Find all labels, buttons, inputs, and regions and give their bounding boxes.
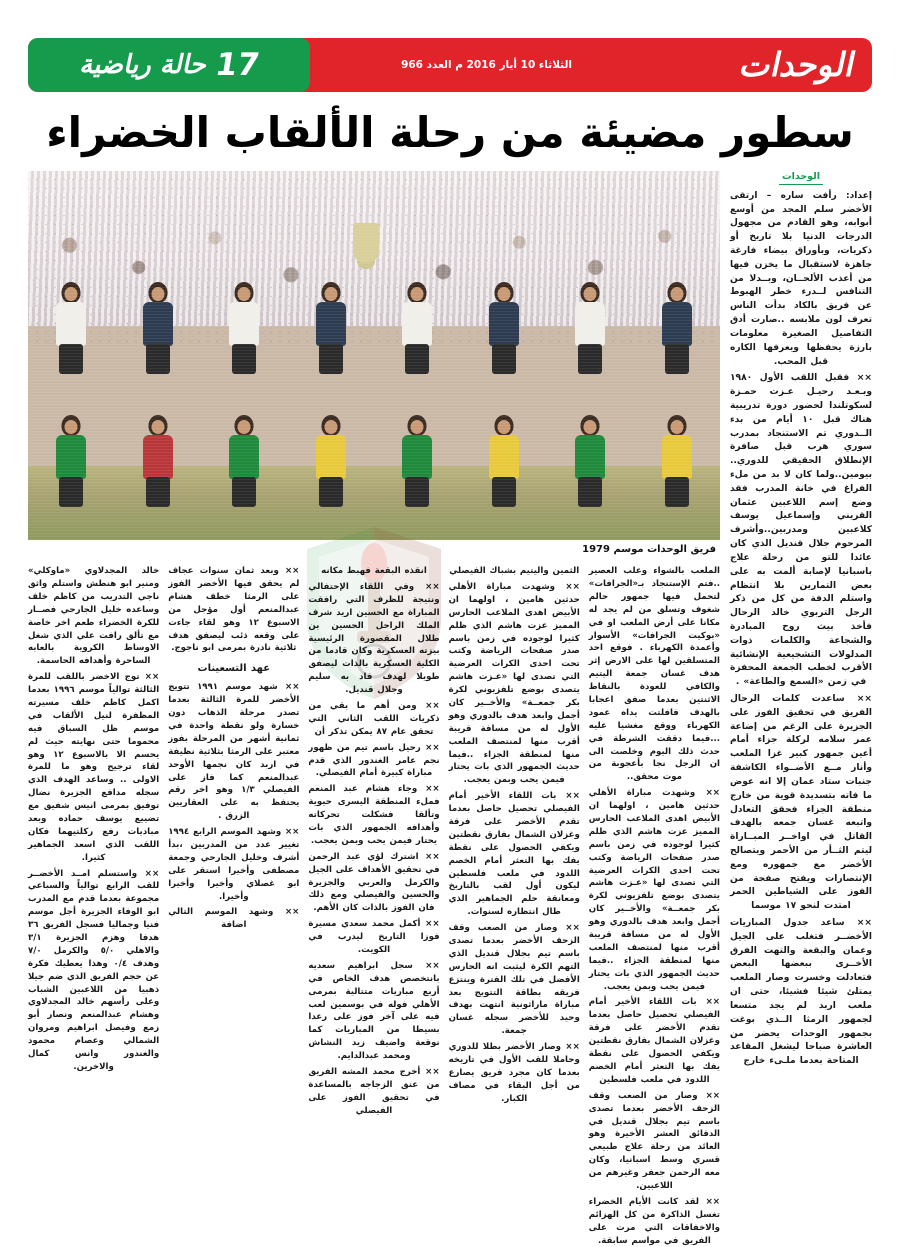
sidebar-kicker: الوحدات	[779, 171, 823, 184]
body-paragraph: ×× لقد كانت الأيام الخضراء تغسل الذاكرة من كل الهزائم والاخفاقات التي مرت على الفريق في مواسم سابقة.	[588, 1196, 720, 1246]
page-content	[27, 171, 872, 1246]
body-paragraph: ×× وصار من الصعب وقف الزحف الأخضر بعدما تصدى باسم تيم بجلال قنديل في الدقائق العشر الأخيرة وهو العائد من رحلة علاج طبيعي قسري وسط اسبانيا، وكان معه الرحمن جعفر وغيرهم من اللاعبين.	[588, 1090, 720, 1191]
body-paragraph: ×× وشهد الموسم الرابع ١٩٩٤ تغيير عدد من المدربين ،بدأ أشرف وخليل الجارحي وجمعة مصطفى وأخيرا استقر على ابو غصلاي وأخيرا وأخيرا وأخيرا.	[168, 827, 300, 902]
body-columns	[27, 565, 720, 1246]
body-paragraph: ×× بات اللقاء الأخير أمام الفيصلي تحصيل حاصل بعدما تقدم الأخضر على فرقة وغزلان الشمال بفارق نقطتين ويكفي الحصول على نقطة يفك بها التعثر أمام الخصم اللدود في ملعب فلسطين	[588, 997, 720, 1085]
sidebar-paragraph: ×× ساعدت كلمات الرحال الفريق في تحقيق الفوز على الجزيرة على الرغم من إضاعة عمر سلامه لركلة جزاء أمام أعين جمهور كبير غزا الملعب وأنار مــع الأضــواء الكاشفة جنبات ستاد عمان إلا انه عوض ما فاته بتسديدة قوية من خارج منطقة الجزاء فحقق التعادل واتبعه غسان جمعه بالهدف القاتل في اواخــر المبــاراة ليتم الثــأر من الأحمر ويتصالح الأخضر مع جمهوره ومع الإنتصارات ويفتح صفحة من الفوز على الشياطين الحمر امتدت لنحو ١٧ موسما	[730, 694, 872, 912]
section-badge	[28, 38, 310, 92]
section-number: 17	[215, 46, 260, 83]
body-paragraph: ×× شهد موسم ١٩٩١ تتويج الأخضر للمرة الثالثة بعدما تصدر مرحلة الذهاب دون خسارة ولو نقطة واحدة في ثمانية أشهر من المرحلة بفوز معتبر على الرمثا بثلاثية نظيفة في اربد كان نجمها الأوحد عبدالمنعم كما فاز على الفيصلي ١/٣ وهو اخر رقم يحتفظ به على العقاريين الزرق .	[168, 682, 300, 822]
team-photo	[28, 171, 720, 540]
body-paragraph: انقذه البقعة فهبط مكانه	[321, 566, 427, 577]
body-subheading: عهد التسعينات	[197, 663, 271, 675]
photo-grain	[28, 171, 720, 540]
main-area	[27, 171, 720, 1246]
body-paragraph: ×× وشهد الموسم التالي اضافة	[168, 907, 300, 931]
body-paragraph: ×× وشهدت مباراة الأهلي حدثين هامين ، اولهما ان الأبيض اهدى الملاعب الحارس المميز عزت هاشم الذي ظلم كثيرا لوجوده في زمن باسم صدر صفحات الرياضة وكتب تحت احدى الكرات العرضية التي تصدى لها «عـزت هاشم يتصدى بوضع تلفزيوني لكرة بكر جمعــة» والأخــير كان أجمل وابعد هدف بالدوري وهو الأول له من مسافة قريبة أقرب منها لمنتصف الملعب منها لمنطقة الجزاء ..فيما حديث الجمهور الذي بات يحتار فيمن يحب وبمن يعجب.	[588, 788, 720, 992]
body-paragraph: الثمين واليتيم بشباك الفيصلي	[449, 566, 580, 577]
body-paragraph: الملعب بالشواء وعلب العصير ..فتم الإستنجاد بـ«الجرافات» لتحمل فيها جمهور حالم شغوف وتسلق من لم يجد له مكانا على أرض الملعب او في «بوكيت الجرافات» الأسوار وأعمدة الكهرباء . فوقع احد المتسلقين لها على الارض إثر هدف غسان جمعة اليتيم والكافي للعودة بالنقاط الاثنتين بعدما صفق اعجابا بالهدف فافلتت يداه عمود الكهرباء ووقع مغشيا عليه ...فيما دققت الشرطة في حدث ذلك اليوم وخلصت الى ان الرجل نجا بأعجوبة من موت محقق..	[588, 566, 720, 783]
issue-date-line: الثلاثاء 10 أيار 2016 م العدد 966	[401, 58, 572, 71]
sidebar-paragraph: ×× فقبل اللقب الأول ١٩٨٠ وبـعـد رحيـل عـزت حمـزة لسكوتلندا لحضور دورة تدريبية هناك قبل ١٠ أيام من بدء الــدوري تم الاستنجاد بمدرب سوري هرب قبل صافرة الإنطلاق الحقيقي للدوري.. بيومين..ولما كان لا بد من ملء الفراغ في خانة المدرب فقد وضع إسم اللاعبين عثمان القريني وإسماعيل يوسف كلاعبين ومدربين..وأشرف المرحوم جلال قنديل الذي كان عائدا للتو من رحلة علاج باسبانيا لإصابة ألمت به على بعض التمارين بلا انتظام واستلم الدفة من كل من ذكر الرجل التربوي خالد الرحال فأخذ بيث روح المبادرة والشجاعة والكلمات ذوات المدلولات التشجيعية الإنشائية الأقرب لخطب الجمعة المحفزة في زمن «السمع والطاعة» .	[730, 373, 872, 688]
body-paragraph: ×× بات اللقاء الأخير أمام الفيصلي تحصيل حاصل بعدما تقدم الأخضر على فرقة وغزلان الشمال بفارق نقطتين ويكفي الحصول على نقطة يفك بها التعثر أمام الخصم اللدود في ملعب فلسطين ليكون أول لقب بالتاريخ ومعانقة حلم الجماهير الذي طال انتظاره لسنوات.	[448, 791, 580, 918]
body-column-5	[28, 565, 159, 1200]
body-paragraph: ×× ومن أهم ما بقي من ذكريات اللقب الثاني التي تحقق عام ٨٧ يمكن تذكر أن	[308, 701, 440, 737]
body-column-4	[168, 565, 299, 1200]
body-paragraph: ×× وشهدت مباراة الأهلي حدثين هامين ، اولهما ان الأبيض اهدى الملاعب الحارس المميز عزت هاشم الذي ظلم كثيرا لوجوده في زمن باسم صدر صفحات الرياضة وكتب تحت احدى الكرات العرضية التي تصدى لها «عـزت هاشم يتصدى بوضع تلفزيوني لكرة بكر جمعــة» والأخــير كان أجمل وابعد هدف بالدوري وهو الأول له من مسافة قريبة أقرب منها لمنتصف الملعب منها لمنطقة الجزاء ..فيما حديث الجمهور الذي بات يحتار فيمن يحب وبمن يعجب.	[448, 581, 580, 786]
body-paragraph: ×× وبعد ثمان سنوات عجاف لم يحقق فيها الأخضر الفوز على الرمثا خطف هشام عبدالمنعم أول مؤجل من الاسبوع ١٢ وهو لقاء جاءت على وقعه ذئب ليصفق هدف ثلاثية نادرة بمرمى ابو ناجوج.	[168, 566, 300, 654]
sidebar-column	[730, 171, 872, 1200]
body-paragraph: ×× واستسلم امــد الأخضــر للقب الرابع توالياً والسباعي مجموعة بعدما قدم مع المدرب ابو الوفاء الجزيرة أجل موسم فنيا وجماليا فسجل الفريق ٣٦ هدفا وهزم الجزيرة ٣/١ والاهلي ٥/٠ والكرمل ٧/٠ وهدف ٠/٤ وهذا يعطيك فكرة عن حجم الفريق الذي ضم جيلا ذهبيا من اللاعبين الشباب وعلى رأسهم خالد المجدلاوي وهشام عبدالمنعم ونصار أبو زمع وفيصل ابراهيم ومروان الشمالي وعصام محمود والغندور وانس كمال والاخرين.	[27, 868, 160, 1072]
sidebar-paragraph: إعداد: رأفت ساره – ارتقى الأخضر سلم المجد من أوسع أبوابه، وهو القادم من مجهول الدرجات الدنيا بلا تاريخ أو ذكريات، وبأوراق بيضاء فارغة جاهزة لاستقبال ما يخزن فيها من أعذب الألحــان، وبــدلا من التنافس لــدرء خطر الهبوط عن فريق بالكاد بدأت الناس تعرف لون ملابسه ..صارت أدق التفاصيل الصغيرة معلومات بارزة يحفظها ويعرفها الكاره قبل المحب.	[730, 190, 872, 367]
masthead-title: الوحدات	[737, 45, 853, 85]
body-paragraph: ×× رحيل باسم تيم من ظهور نجم عامر الغندور الذي قدم مباراة كبيرة أمام الفيصلي.	[308, 742, 440, 779]
body-column-3	[308, 565, 439, 1200]
body-paragraph: ×× أخرج محمد المشه الفريق من عنق الزجاجه بالمساعدة في تحقيق الفوز على الفيصلي	[308, 1067, 440, 1116]
body-paragraph: ×× وجاء هشام عبد المنعم فملء المنطقة اليسرى حيوية وتألقا فشكلت تحركاته وأهدافه الجمهور الذي بات يحتار فيمن يحب وبمن يعجب.	[308, 784, 440, 846]
body-paragraph: ×× سجل ابراهيم سعديه بانتخصص هدف الخاص في أربع مباريات متتالية بمرمى الأهلي فوله في بوسمين لعب فيه على آخر فوز على رعدا بسيطا من المباريات كما نوقعة واضيف زيد النشاش ومحمد عبدالدايم.	[308, 960, 440, 1062]
section-label: حالة رياضية	[78, 49, 207, 80]
body-column-2	[449, 565, 580, 1200]
sidebar-paragraph: ×× ساعد جدول المباريات الأخضــر فتغلب على الجيل وعمان والبقعة والتهت الفرق الأخــرى ببعضها البعض فتعادلت وخسرت وصار الملعب يمتلئ شيئا فشيئا، حتى ان ملعب اربد لم يجد متسعا لجمهور الرمثا الــذي بوغت بجمهور الوحدات يحضر من العاشرة صباحا ليشغل المقاعد المتاحة بعدما ملـىء خارج	[730, 918, 872, 1067]
body-paragraph: ×× أكمل محمد سعدي مسيرة فوزا التاريخ ليدرب في الكويت.	[308, 919, 440, 956]
page-headline: سطور مضيئة من رحلة الألقاب الخضراء	[46, 107, 854, 157]
body-paragraph: ×× وصار الأخضر بطلا للدوري وحاملا للقب الأول في تاريخه بعدما كان مجرد فريق يصارع من أجل البقاء في مصاف الكبار.	[448, 1042, 580, 1104]
body-paragraph: خالد المجدلاوي «ماوكلي» ومنير ابو هنطش واستلم واثق ناجي التدريب من كاظم خلف وساعده خليل الجارحي فصــار للكرة الخضراء طعم اخر خاصة مع تألق رافت علي الذي شغل الاوساط الكروية بالعابه الساحرة وأهدافه الحاسمة.	[27, 566, 160, 667]
photo-caption: فريق الوحدات موسم 1979	[582, 544, 716, 556]
body-paragraph: ×× اشترك لؤي عبد الرحمن في تحقيق الأهداف على الجيل والكرمل والعربي والجزيرة والحسين والفيصلي ومع ذلك فان الفوز بالذات كان الأهم.	[308, 851, 440, 914]
body-paragraph: ×× وفي اللقاء الإحتفالي ونتيجة للظرف التي رافقت المباراة مع الحسين اريد شرف الملك الراحل الحسين بن طلال المقصورة الرئيسية بيزته العسكرية وكان قادما من الكلية العسكرية بالذات ليصفق طويلا لهدف قاد به سليم وجلال قنديل.	[308, 581, 440, 696]
masthead	[28, 38, 872, 92]
body-paragraph: ×× وصار من الصعب وقف الزحف الأخضر بعدما تصدى باسم تيم بجلال قنديل الذي التهم الكرة ليثبت انه الحارس الأفضل في تلك الفترة وينتزع فريقه بطاقة التتويج بعد مباراة ماراثونية انتهت بهدف وحيد للأخضر سجله غسان جمعة.	[448, 923, 580, 1037]
body-paragraph: ×× توج الاخضر باللقب للمرة الثالثة توالياً موسم ١٩٩٦ بعدما اكمل كاظم خلف مسيرته المظفرة لنيل الألقاب في موسم ظل السباق فيه محموما حتى نهايته حيث لم يحسم الا بالاسبوع ١٢ وهو لقاء ترجيح وهو ما للمرة الاولى .. وساعد الهدف الذي سجله مدافع الجزيرة نضال توفيق بمرمى انيس شفيق مع تضييع يوسف حماده وبعد مباديات رفع ركلتيهما فكان اللقب الذي اسعد الجماهير كثيرا.	[27, 672, 160, 863]
body-column-1	[588, 565, 720, 1246]
